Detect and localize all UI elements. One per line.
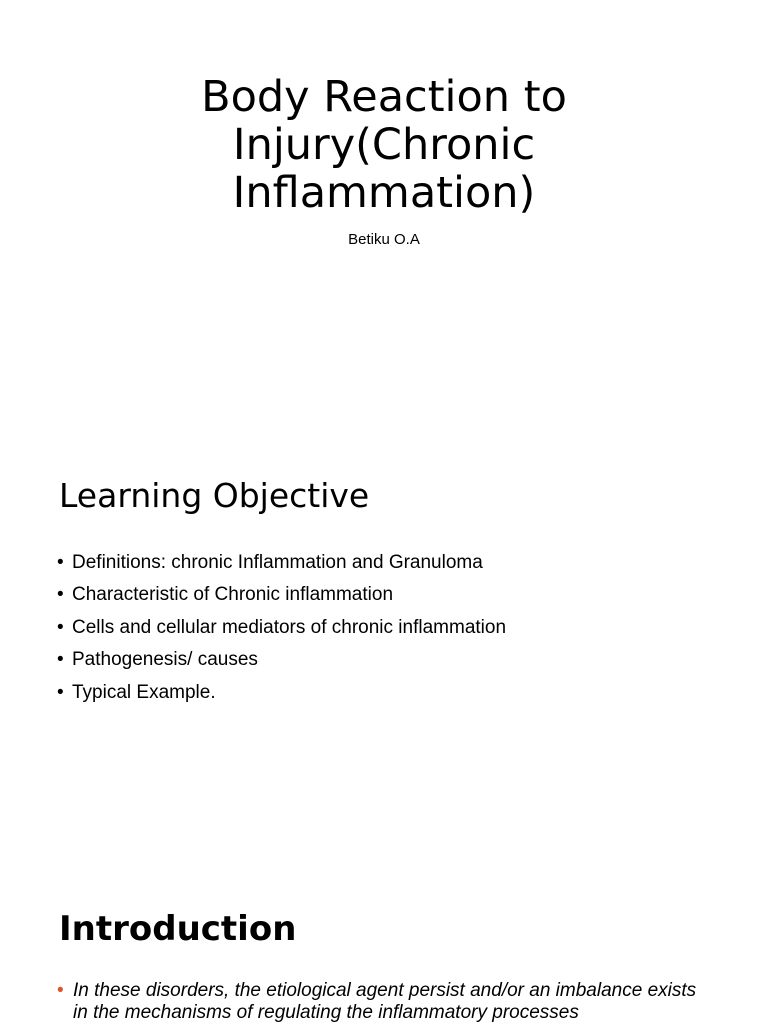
presentation-title	[84, 73, 684, 217]
slide-heading: Learning Objective	[59, 476, 370, 515]
bullet-icon: •	[57, 649, 64, 671]
bullet-icon: •	[57, 552, 64, 573]
list-item-text: Pathogenesis/ causes	[72, 649, 258, 671]
title-line: Inflammation)	[232, 168, 536, 218]
list-item	[57, 677, 506, 709]
intro-text: In these disorders, the etiological agent persist and/or an imbalance exists in the mechanisms of regulating the inflammatory processes	[73, 980, 697, 1023]
list-item	[57, 579, 506, 611]
list-item-text: Definitions: chronic Inflammation and Granuloma	[72, 552, 483, 573]
slide-heading: Introduction	[59, 909, 297, 949]
title-line: Injury(Chronic	[232, 120, 536, 170]
bullet-icon: •	[57, 980, 64, 1001]
objectives-list	[57, 547, 506, 709]
learning-objective-slide	[0, 432, 768, 864]
bullet-icon: •	[57, 616, 64, 638]
list-item	[57, 612, 506, 644]
introduction-slide	[0, 864, 768, 1024]
list-item	[57, 644, 506, 676]
title-slide	[0, 0, 768, 432]
author-subtitle: Betiku O.A	[348, 231, 420, 248]
list-item-text: Typical Example.	[72, 681, 216, 703]
list-item	[57, 547, 506, 579]
list-item-text: Characteristic of Chronic inflammation	[72, 584, 394, 606]
list-item-text: Cells and cellular mediators of chronic inflammation	[72, 616, 507, 638]
bullet-icon: •	[57, 584, 64, 606]
intro-paragraph	[57, 980, 707, 1024]
title-line: Body Reaction to	[201, 72, 567, 122]
bullet-icon: •	[57, 681, 64, 703]
